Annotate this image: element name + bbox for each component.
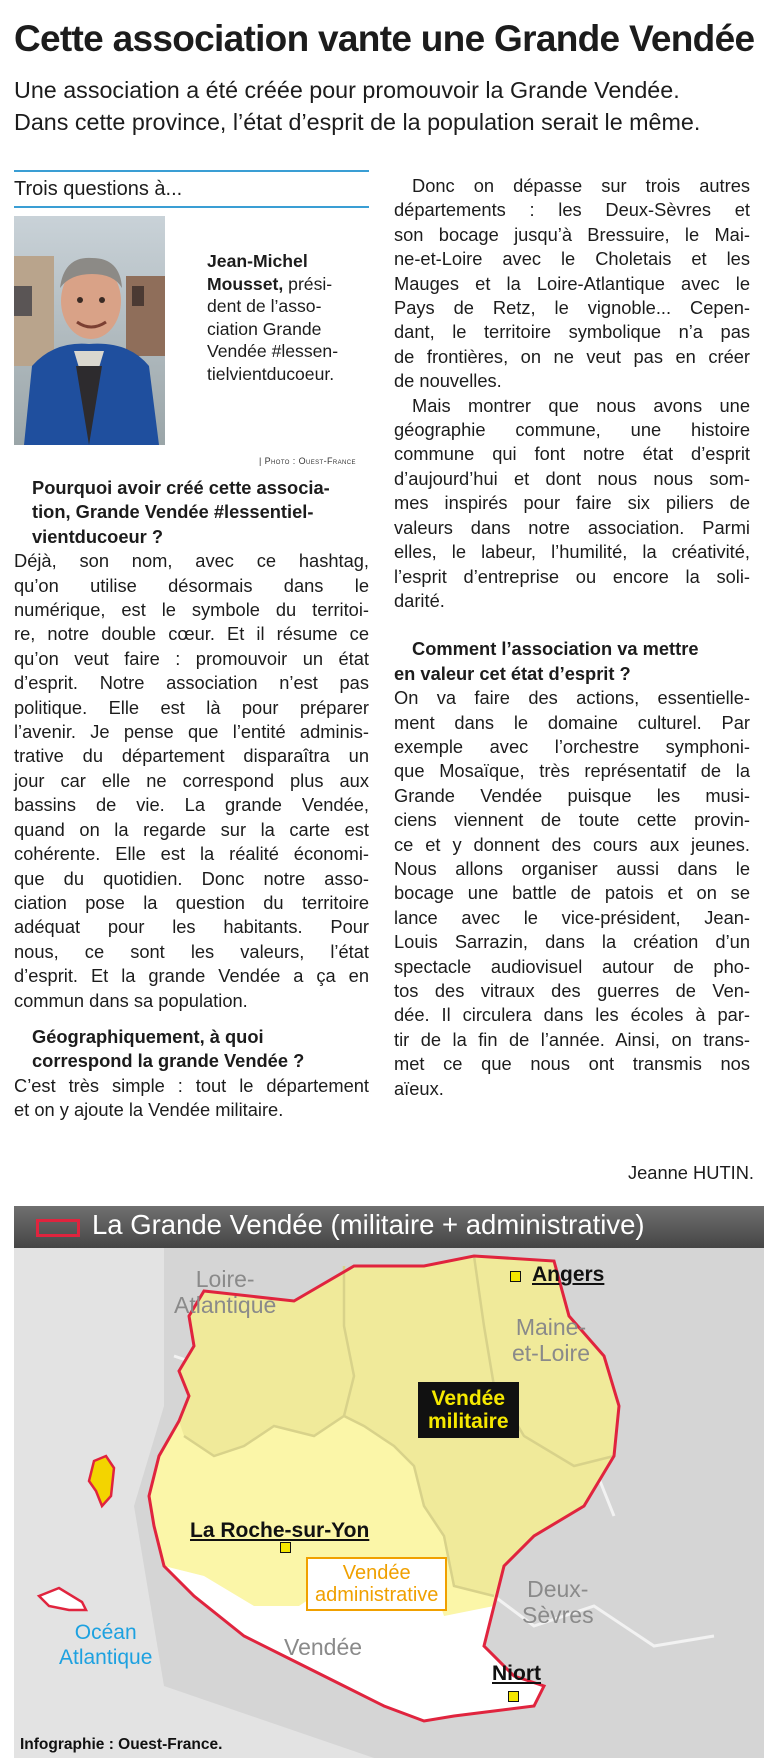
region-label-line: Loire- [195,1266,255,1292]
text-line: bocage une battle de patois et on se [394,882,750,904]
text-line: commune qui font notre état d’esprit [394,443,750,465]
answer-2-continued [394,174,750,394]
question-2 [14,1025,369,1074]
text-line: ciation pose la question du territoire [14,891,369,913]
interviewee-role: Vendée #lessen- [207,341,339,361]
text-line: exemple avec l’orchestre symphoni- [394,735,750,757]
text-line: Pays de Retz, le vignoble... Cepen- [394,297,750,319]
answer-line: et on y ajoute la Vendée militaire. [14,1099,284,1121]
interviewee-role: dent de l’asso- [207,296,322,316]
region-label-line: Atlantique [174,1292,277,1318]
text-line: Nous allons organiser aussi dans le [394,857,750,879]
text-line: re, notre double cœur. Et il résume ce [14,623,369,645]
question-line: Comment l’association va mettre [412,638,699,660]
text-line: d’esprit. Notre association n’est pas [14,672,369,694]
author-signature: Jeanne HUTIN. [628,1162,754,1183]
answer-line: C’est très simple : tout le département [14,1074,369,1096]
subhead-line: Dans cette province, l’état d’esprit de la population serait le même. [14,109,701,135]
map-title-bar [14,1206,764,1248]
text-line: qu’on veut faire : promouvoir un état [14,647,369,669]
text-line: dant, le territoire symbolique n’a pas [394,321,750,343]
city-label-niort: Niort [492,1662,541,1685]
legend-line: administrative [315,1584,439,1606]
text-line: nous, ce sont les valeurs, l’état [14,940,369,962]
legend-line: Vendée [342,1562,411,1584]
interviewee-bio [207,250,377,385]
interviewee-role: ciation Grande [207,318,322,339]
text-line: que du quotidien. Donc notre asso- [14,867,369,889]
subhead-line: Une association a été créée pour promouvoir la Grande Vendée. [14,77,680,103]
region-label-line: Sèvres [522,1602,594,1628]
text-line: de nouvelles. [394,370,502,392]
text-line: darité. [394,589,445,611]
text-line: bassins de vie. La grande Vendée, [14,794,369,816]
text-line: Donc on dépasse sur trois autres [412,175,750,196]
city-label-la-roche-sur-yon: La Roche-sur-Yon [190,1519,370,1542]
region-label-ocean [59,1620,152,1670]
legend-administrative [306,1557,447,1611]
region-label-line: Maine- [515,1314,587,1340]
text-line: mes inspirés pour faire six piliers de [394,492,750,514]
legend-line: militaire [428,1410,509,1433]
question-line: tion, Grande Vendée #lessentiel- [32,501,314,523]
text-line: lance avec le vice-président, Jean- [394,906,750,928]
question-line: Pourquoi avoir créé cette associa- [32,477,330,498]
text-line: jour car elle ne correspond plus aux [14,769,369,791]
region-label-loire-atlantique [174,1266,276,1318]
region-label-maine-et-loire [512,1314,590,1366]
city-marker-angers [510,1271,521,1282]
text-line: cohérente. Elle est la réalité économi- [14,843,369,865]
portrait-photo [14,216,165,445]
photo-credit: | Photo : Ouest-France [259,456,356,466]
map-infographic [14,1206,764,1758]
subhead [14,74,764,138]
headline: Cette association vante une Grande Vendée [14,18,755,59]
interviewee-name-line: Jean-Michel [207,251,308,271]
text-line: met ce que nous ont transmis nos [394,1053,750,1075]
text-line: On va faire des actions, essentielle- [394,687,750,709]
text-line: adéquat pour les habitants. Pour [14,916,369,938]
text-line: que Mosaïque, très représentatif de la [394,760,750,782]
text-line: d’aujourd’hui et dont nous nous som- [394,467,750,489]
text-line: aïeux. [394,1077,444,1099]
interviewee-name-line: Mousset, [207,273,284,294]
map-source: Infographie : Ouest-France. [20,1736,223,1753]
text-line: d’esprit. Et la grande Vendée a ça en [14,965,369,987]
question-line: en valeur cet état d’esprit ? [394,662,631,684]
question-line: correspond la grande Vendée ? [32,1050,305,1072]
interview-header [14,216,369,466]
text-line: Grande Vendée puisque les musi- [394,784,750,806]
text-line: ciens viennent de toute cette provin- [394,809,750,831]
city-marker-la-roche-sur-yon [280,1542,291,1553]
question-1 [14,476,369,549]
region-label-line: Océan [74,1621,137,1644]
region-label-line: Atlantique [59,1646,153,1669]
right-column [394,174,750,1101]
question-3 [394,637,750,686]
text-line: spectacle audiovisuel autour de pho- [394,955,750,977]
interviewee-role: prési- [283,273,333,294]
text-line: numérique, est le symbole du territoi- [14,599,369,621]
text-line: trative du département disparaîtra un [14,745,369,767]
text-line: elles, le labeur, l’humilité, la créativité, [394,541,750,563]
legend-line: Vendée [431,1387,506,1410]
text-line: ment dans le domaine culturel. Par [394,711,750,733]
text-line: tir de la fin de l’année. Ainsi, on trans- [394,1028,750,1050]
text-line: Déjà, son nom, avec ce hashtag, [14,550,369,572]
text-line: départements : les Deux-Sèvres et [394,199,750,221]
map-drawing [14,1206,764,1758]
legend-militaire [418,1382,519,1438]
city-marker-niort [508,1691,519,1702]
region-label-line: Deux- [527,1576,589,1602]
region-label-line: et-Loire [512,1340,590,1366]
region-label-vendee: Vendée [284,1634,363,1660]
answer-2-continued-2 [394,394,750,614]
map-title: La Grande Vendée (militaire + administrative) [92,1209,645,1240]
region-label-deux-sevres [522,1576,594,1628]
text-line: quand on la regarde sur la carte est [14,818,369,840]
text-line: ce et y donnent des cours aux jeunes. [394,833,750,855]
text-line: politique. Elle est là pour préparer [14,696,369,718]
text-line: Louis Sarrazin, dans la création d’un [394,931,750,953]
text-line: tos des vitraux des guerres de Ven- [394,980,750,1001]
legend-outline-key [36,1219,80,1237]
question-line: vientducoeur ? [32,525,164,547]
text-line: qu’on utilise désormais dans le [14,574,369,596]
answer-1 [14,549,369,1013]
question-line: Géographiquement, à quoi [32,1025,264,1047]
text-line: Mauges et la Loire-Atlantique avec le [394,272,750,294]
text-line: valeurs dans notre association. Parmi [394,516,750,538]
box-rule-bottom [14,206,369,208]
text-line: géographie commune, une histoire [394,419,750,441]
left-column [14,170,369,1123]
text-line: l’esprit d’entreprise ou encore la soli- [394,565,750,587]
text-line: l’avenir. Je pense que l’entité adminis- [14,721,369,743]
box-title: Trois questions à... [14,178,183,200]
city-label-angers: Angers [532,1263,605,1286]
answer-2 [14,1074,369,1123]
text-line: Mais montrer que nous avons une [412,394,750,416]
text-line: son bocage jusqu’à Bressuire, le Mai- [394,223,750,245]
answer-3 [394,686,750,1101]
text-line: commun dans sa population. [14,989,248,1011]
text-line: ne-et-Loire avec le Choletais et les [394,248,750,270]
interviewee-role: tielvientducoeur. [207,363,335,384]
text-line: dée. Il circulera dans les écoles à par- [394,1004,750,1026]
text-line: de frontières, on ne veut pas en créer [394,345,750,367]
